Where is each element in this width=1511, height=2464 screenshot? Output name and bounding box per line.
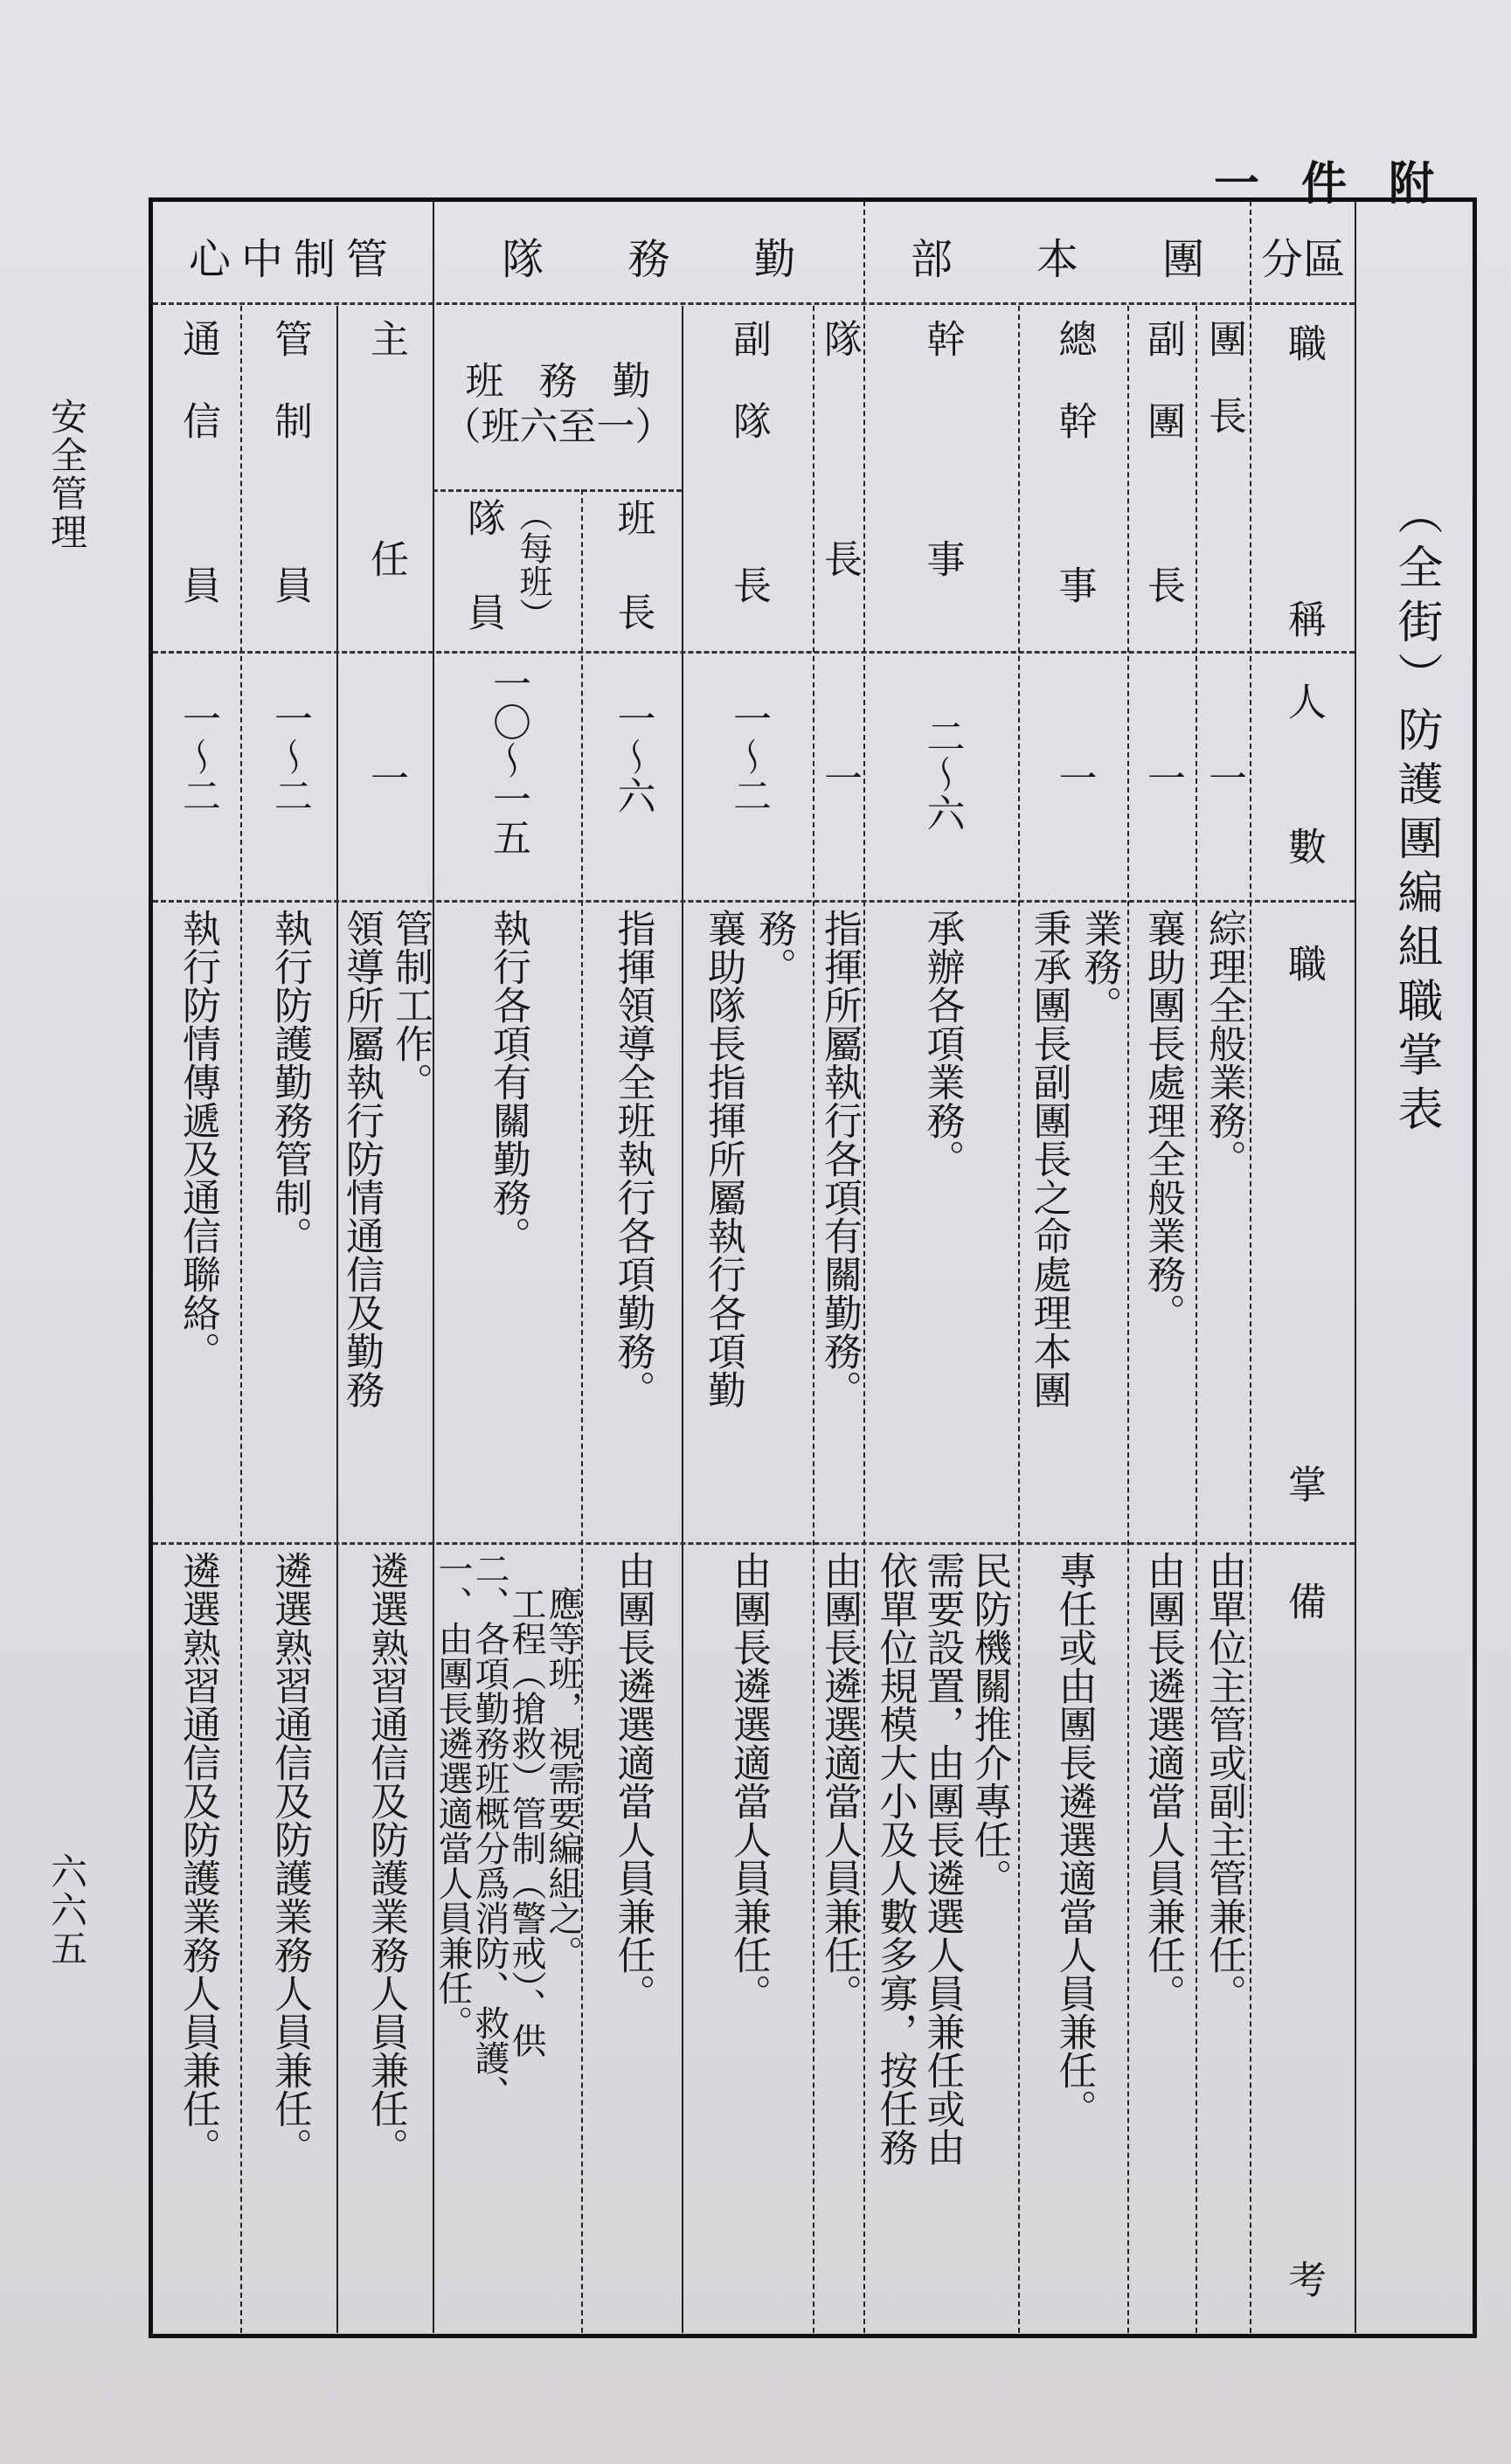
group-header-duty-team: 勤 務 隊 <box>502 234 796 284</box>
label-division: 區分 <box>1260 234 1345 284</box>
appendix-text: 附件一 <box>1213 158 1476 211</box>
row-divider <box>153 651 1355 654</box>
position-communicator: 通信 員 <box>176 319 220 647</box>
remark-member: 一、由團長遴選適當人員兼任。 二、各項勤務班概分爲消防、救護、 工程（搶救）管制（警戒）、供 應等班，視需要編組之。 <box>433 1551 583 2110</box>
duty-communicator: 執行防情傳遞及通信聯絡。 <box>176 909 220 1370</box>
row-divider <box>153 900 1355 903</box>
remark-deputy-leader: 由團長遴選適當人員兼任。 <box>1140 1551 1185 2012</box>
duty-leader: 綜理全般業務。 <box>1202 909 1246 1178</box>
duty-squad-leader: 指揮領導全班執行各項勤務。 <box>610 909 655 1408</box>
position-deputy-leader: 副團 長 <box>1140 319 1185 647</box>
book-title: 安全管理 <box>45 398 88 551</box>
remark-controller: 遴選熟習通信及防護業務人員兼任。 <box>267 1551 312 2166</box>
remark-leader: 由單位主管或副主管兼任。 <box>1202 1551 1246 2012</box>
group-header-control-center: 管制中心 <box>188 234 399 284</box>
position-squad-leader: 班 長 <box>610 498 655 640</box>
headcount-vice-captain: 一～二 <box>726 699 771 814</box>
remark-director: 遴選熟習通信及防護業務人員兼任。 <box>364 1551 408 2166</box>
remark-secretary: 依單位規模大小及人數多寡，按任務 需要設置，由團長遴選人員兼任或由 民防機關推介專任。 <box>872 1551 1012 2166</box>
label-remarks: 備 考 <box>1281 1582 1326 2298</box>
headcount-captain: 一 <box>817 758 862 797</box>
label-position: 職 稱 <box>1281 323 1326 638</box>
remark-vice-captain: 由團長遴選適當人員兼任。 <box>726 1551 771 2012</box>
headcount-squad-leader: 一～六 <box>610 699 655 814</box>
group-header-hq: 團 本 部 <box>910 234 1204 284</box>
remark-squad-leader: 由團長遴選適當人員兼任。 <box>610 1551 655 2012</box>
headcount-director: 一 <box>364 758 408 797</box>
label-headcount: 人 數 <box>1281 682 1326 865</box>
duty-vice-captain: 襄助隊長指揮所屬執行各項勤 務。 <box>701 909 796 1408</box>
row-divider <box>433 489 682 492</box>
page-number: 六六五 <box>45 1852 88 1968</box>
position-captain: 隊 長 <box>817 319 862 613</box>
remark-captain: 由團長遴選適當人員兼任。 <box>817 1551 862 2012</box>
remark-communicator: 遴選熟習通信及防護業務人員兼任。 <box>176 1551 220 2166</box>
duty-secretary: 承辦各項業務。 <box>919 909 965 1178</box>
subgroup-duty-squads: 勤務班 （一至六班） <box>442 358 686 449</box>
duty-chief-secretary: 秉承團長副團長之命處理本團 業務。 <box>1026 909 1122 1408</box>
duty-captain: 指揮所屬執行各項有關勤務。 <box>817 909 862 1408</box>
duty-member: 執行各項有關勤務。 <box>486 909 530 1255</box>
position-controller: 管制 員 <box>267 319 312 647</box>
position-chief-secretary: 總幹 事 <box>1051 319 1097 647</box>
position-leader: 團 長 <box>1202 319 1246 434</box>
headcount-deputy-leader: 一 <box>1140 758 1185 797</box>
headcount-communicator: 一～二 <box>176 699 220 814</box>
headcount-controller: 一～二 <box>267 699 312 814</box>
label-duties: 職 掌 <box>1281 944 1326 1503</box>
headcount-secretary: 二～六 <box>919 716 965 832</box>
row-divider <box>153 302 1355 305</box>
remark-chief-secretary: 專任或由團長遴選適當人員兼任。 <box>1051 1551 1097 2128</box>
position-vice-captain: 副隊 長 <box>726 319 771 647</box>
duty-deputy-leader: 襄助團長處理全般業務。 <box>1140 909 1185 1332</box>
table-title: （全街）防護團編組職掌表 <box>1390 489 1442 1139</box>
position-director: 主 任 <box>364 319 408 613</box>
duty-director: 領導所屬執行防情通信及勤務 管制工作。 <box>339 909 433 1408</box>
position-secretary: 幹 事 <box>919 319 965 613</box>
position-member: 隊 員 （每班） <box>461 498 552 640</box>
headcount-member: 一〇～一五 <box>486 664 530 856</box>
row-divider <box>153 1542 1355 1545</box>
headcount-leader: 一 <box>1202 758 1246 797</box>
table-title-cell <box>1356 489 1475 1555</box>
headcount-chief-secretary: 一 <box>1051 758 1097 797</box>
duty-controller: 執行防護勤務管制。 <box>267 909 312 1255</box>
